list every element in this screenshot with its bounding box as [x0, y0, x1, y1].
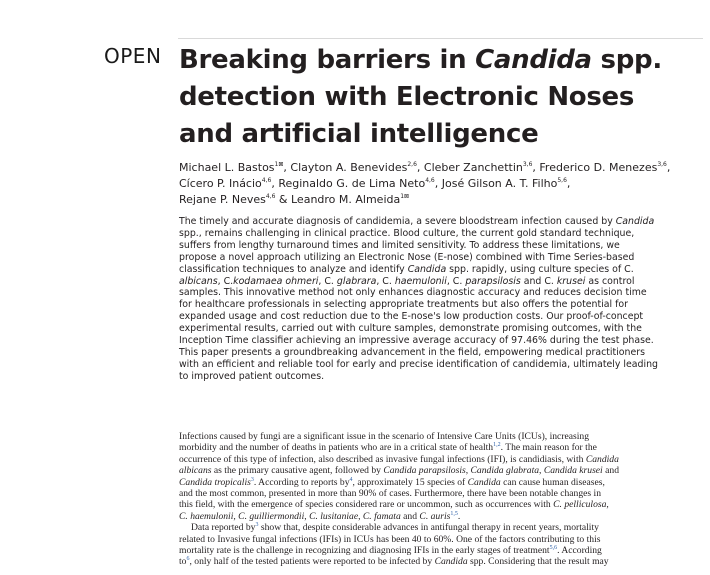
body-line — [179, 477, 704, 488]
affiliation-superscript: 4,6 — [261, 177, 272, 184]
text-run: , C. — [318, 275, 337, 287]
text-run: suffers from lengthy turnaround times and limited sensitivity. To address these limitations, we — [179, 239, 620, 251]
italic-term: C. auris — [419, 510, 451, 522]
italic-term: Candida — [585, 453, 619, 465]
body-line — [179, 499, 704, 510]
body-line — [179, 465, 704, 476]
text-run: . According — [557, 545, 602, 557]
italic-term: Candida glabrata — [470, 465, 540, 477]
author-line — [179, 192, 704, 208]
text-run: , — [271, 177, 279, 190]
body-line — [179, 511, 704, 522]
text-run: spp. rapidly, using culture species of C. — [446, 263, 634, 275]
reference-superscript: 1,2 — [493, 442, 501, 449]
italic-term: Candida — [467, 476, 501, 488]
text-run: , — [283, 161, 291, 174]
author-list — [179, 160, 704, 208]
italic-term: Candida parapsilosis — [383, 465, 466, 477]
author-name: José Gilson A. T. Filho — [441, 177, 558, 190]
text-run: as the primary causative agent, followed by — [211, 465, 384, 477]
text-run: to — [179, 556, 187, 568]
title-line-1 — [179, 45, 662, 75]
text-run: & — [275, 193, 291, 206]
italic-term: C. haemulonii — [179, 510, 234, 522]
reference-superscript: 6 — [186, 556, 190, 563]
affiliation-superscript: 1⊠ — [400, 193, 410, 200]
text-run: , only half of the tested patients were reported to be infected by — [189, 556, 435, 568]
italic-term: Candida tropicalis — [179, 476, 251, 488]
author-line — [179, 160, 704, 176]
body-line — [179, 431, 704, 442]
author-name: Cleber Zanchettin — [423, 161, 523, 174]
text-run: , C. — [217, 275, 234, 287]
italic-term: Candida — [434, 556, 468, 568]
abstract-line — [179, 240, 704, 252]
body-line — [179, 556, 704, 567]
reference-superscript: 1,5 — [450, 510, 458, 517]
author-line — [179, 176, 704, 192]
text-run: to improved patient outcomes. — [179, 370, 325, 382]
body-line — [179, 534, 704, 545]
italic-term: C. lusitaniae — [309, 510, 359, 522]
text-run: spp. Considering that the result may — [467, 556, 609, 568]
affiliation-superscript: 1⊠ — [274, 161, 284, 168]
abstract-line — [179, 216, 704, 228]
author-name: Frederico D. Menezes — [539, 161, 658, 174]
text-run: related to Invasive fungal infections (IFIs) in ICUs has been 40 to 60%. One of the factors contributing to this — [179, 533, 601, 545]
body-line — [179, 522, 704, 533]
italic-term: C. famata — [362, 510, 401, 522]
text-run: propose a novel approach utilizing an Electronic Nose (E-nose) combined with Time Series-based — [179, 251, 635, 263]
text-run: , — [666, 161, 671, 174]
abstract-line — [179, 347, 704, 359]
text-run: this field, with the emergence of species considered rare or uncommon, such as occurrences with — [179, 499, 554, 511]
text-run: , — [566, 177, 571, 190]
text-run: show that, despite considerable advances in antifungal therapy in recent years, mortality — [258, 522, 599, 534]
abstract-line — [179, 323, 704, 335]
text-run: , — [465, 465, 471, 477]
abstract-line — [179, 264, 704, 276]
text-run: , — [606, 499, 609, 511]
text-run: and C. — [520, 275, 557, 287]
text-run: occurrence of this type of infection, also described as invasive fungal infections (IFI), is candidiasis, with — [179, 453, 586, 465]
article-title — [179, 42, 704, 153]
author-name: Leandro M. Almeida — [291, 193, 401, 206]
author-name: Reginaldo G. de Lima Neto — [278, 177, 426, 190]
text-run: , — [539, 465, 544, 477]
text-run: morbidity and the number of deaths in patients who are in a critical state of health — [179, 442, 494, 454]
italic-term: Candida — [407, 263, 447, 275]
text-run: , approximately 15 species of — [352, 476, 468, 488]
italic-term: haemulonii — [394, 275, 447, 287]
text-run: Data reported by — [191, 522, 256, 534]
text-run: can cause human diseases, — [500, 476, 605, 488]
text-run: as control — [585, 275, 635, 287]
abstract-line — [179, 228, 704, 240]
author-name: Michael L. Bastos — [179, 161, 275, 174]
text-run: classification techniques to analyze and identify — [179, 263, 408, 275]
reference-superscript: 3 — [255, 522, 259, 529]
title-text: Breaking barriers in — [179, 45, 476, 75]
abstract-line — [179, 299, 704, 311]
abstract-line — [179, 335, 704, 347]
affiliation-superscript: 2,6 — [407, 161, 417, 168]
text-run: mortality rate is the challenge in recognizing and diagnosing IFIs in the early stages of treatment — [179, 545, 550, 557]
open-access-badge: OPEN — [104, 44, 162, 68]
title-text: spp. — [591, 45, 662, 75]
abstract-line — [179, 252, 704, 264]
text-run: for healthcare professionals in selecting appropriate treatments but also offers the potential for — [179, 299, 628, 311]
text-run: experimental results, carried out with culture samples, demonstrate promising outcomes, with the — [179, 323, 642, 335]
italic-term: Candida — [615, 216, 655, 227]
text-run: samples. This innovative method not only enhances diagnostic accuracy and reduces decision time — [179, 287, 647, 299]
reference-superscript: 3 — [250, 476, 254, 483]
text-run: , — [358, 510, 363, 522]
text-run: and the most common, presented in more than 90% of cases. Furthermore, there have been notable changes in — [179, 488, 601, 500]
text-run: The timely and accurate diagnosis of candidemia, a severe bloodstream infection caused by — [179, 216, 616, 227]
italic-term: C. pelliculosa — [553, 499, 607, 511]
text-run: and — [400, 510, 420, 522]
abstract-line — [179, 359, 704, 371]
text-run: . According to reports by — [253, 476, 350, 488]
reference-superscript: 5,6 — [549, 545, 558, 552]
italic-term: kodamaea ohmeri — [233, 275, 319, 287]
header-rule — [178, 38, 703, 39]
text-run: Inception Time classifier achieving an impressive average accuracy of 97.46% during the test phase. — [179, 335, 654, 347]
abstract-line — [179, 311, 704, 323]
title-italic-genus: Candida — [475, 45, 592, 75]
text-run: This paper presents a groundbreaking advancement in the field, empowering medical practitioners — [179, 346, 645, 358]
abstract-line — [179, 371, 704, 383]
affiliation-superscript: 4,6 — [265, 193, 276, 200]
text-run: Infections caused by fungi are a significant issue in the scenario of Intensive Care Units (ICUs), increasing — [179, 431, 590, 442]
italic-term: glabrara — [336, 275, 377, 287]
text-run: , — [304, 510, 310, 522]
affiliation-superscript: 3,6 — [657, 161, 667, 168]
italic-term: Candida krusei — [543, 465, 603, 477]
author-name: Cícero P. Inácio — [179, 177, 262, 190]
author-name: Clayton A. Benevides — [290, 161, 408, 174]
abstract — [179, 216, 704, 383]
body-line — [179, 454, 704, 465]
affiliation-superscript: 5,6 — [557, 177, 567, 184]
text-run: , — [434, 177, 442, 190]
text-run: , — [416, 161, 424, 174]
text-run: . — [457, 510, 461, 522]
italic-term: krusei — [556, 275, 586, 287]
text-run: , — [233, 510, 239, 522]
abstract-line — [179, 276, 704, 288]
body-text — [179, 431, 704, 568]
title-line-3: and artificial intelligence — [179, 119, 539, 149]
text-run: spp., remains challenging in clinical practice. Blood culture, the current gold standard technique, — [179, 227, 635, 239]
text-run: , — [532, 161, 540, 174]
abstract-line — [179, 287, 704, 299]
affiliation-superscript: 3,6 — [522, 161, 533, 168]
body-line — [179, 442, 704, 453]
text-run: , C. — [446, 275, 466, 287]
italic-term: C. guilliermondii — [238, 510, 305, 522]
italic-term: albicans — [179, 275, 218, 287]
text-run: . The main reason for the — [500, 442, 597, 454]
text-run: , C. — [376, 275, 395, 287]
author-name: Rejane P. Neves — [179, 193, 266, 206]
body-line — [179, 488, 704, 499]
reference-superscript: 4 — [349, 476, 353, 483]
text-run: expanded usage and cost reduction due to the E-nose's low production costs. Our proof-of-concept — [179, 311, 644, 323]
body-line — [179, 545, 704, 556]
text-run: with an efficient and reliable tool for early and precise identification of candidemia, ultimately leading — [179, 358, 658, 370]
affiliation-superscript: 4,6 — [425, 177, 435, 184]
title-line-2: detection with Electronic Noses — [179, 82, 635, 112]
italic-term: parapsilosis — [465, 275, 521, 287]
text-run: and — [602, 465, 619, 477]
italic-term: albicans — [179, 465, 212, 477]
